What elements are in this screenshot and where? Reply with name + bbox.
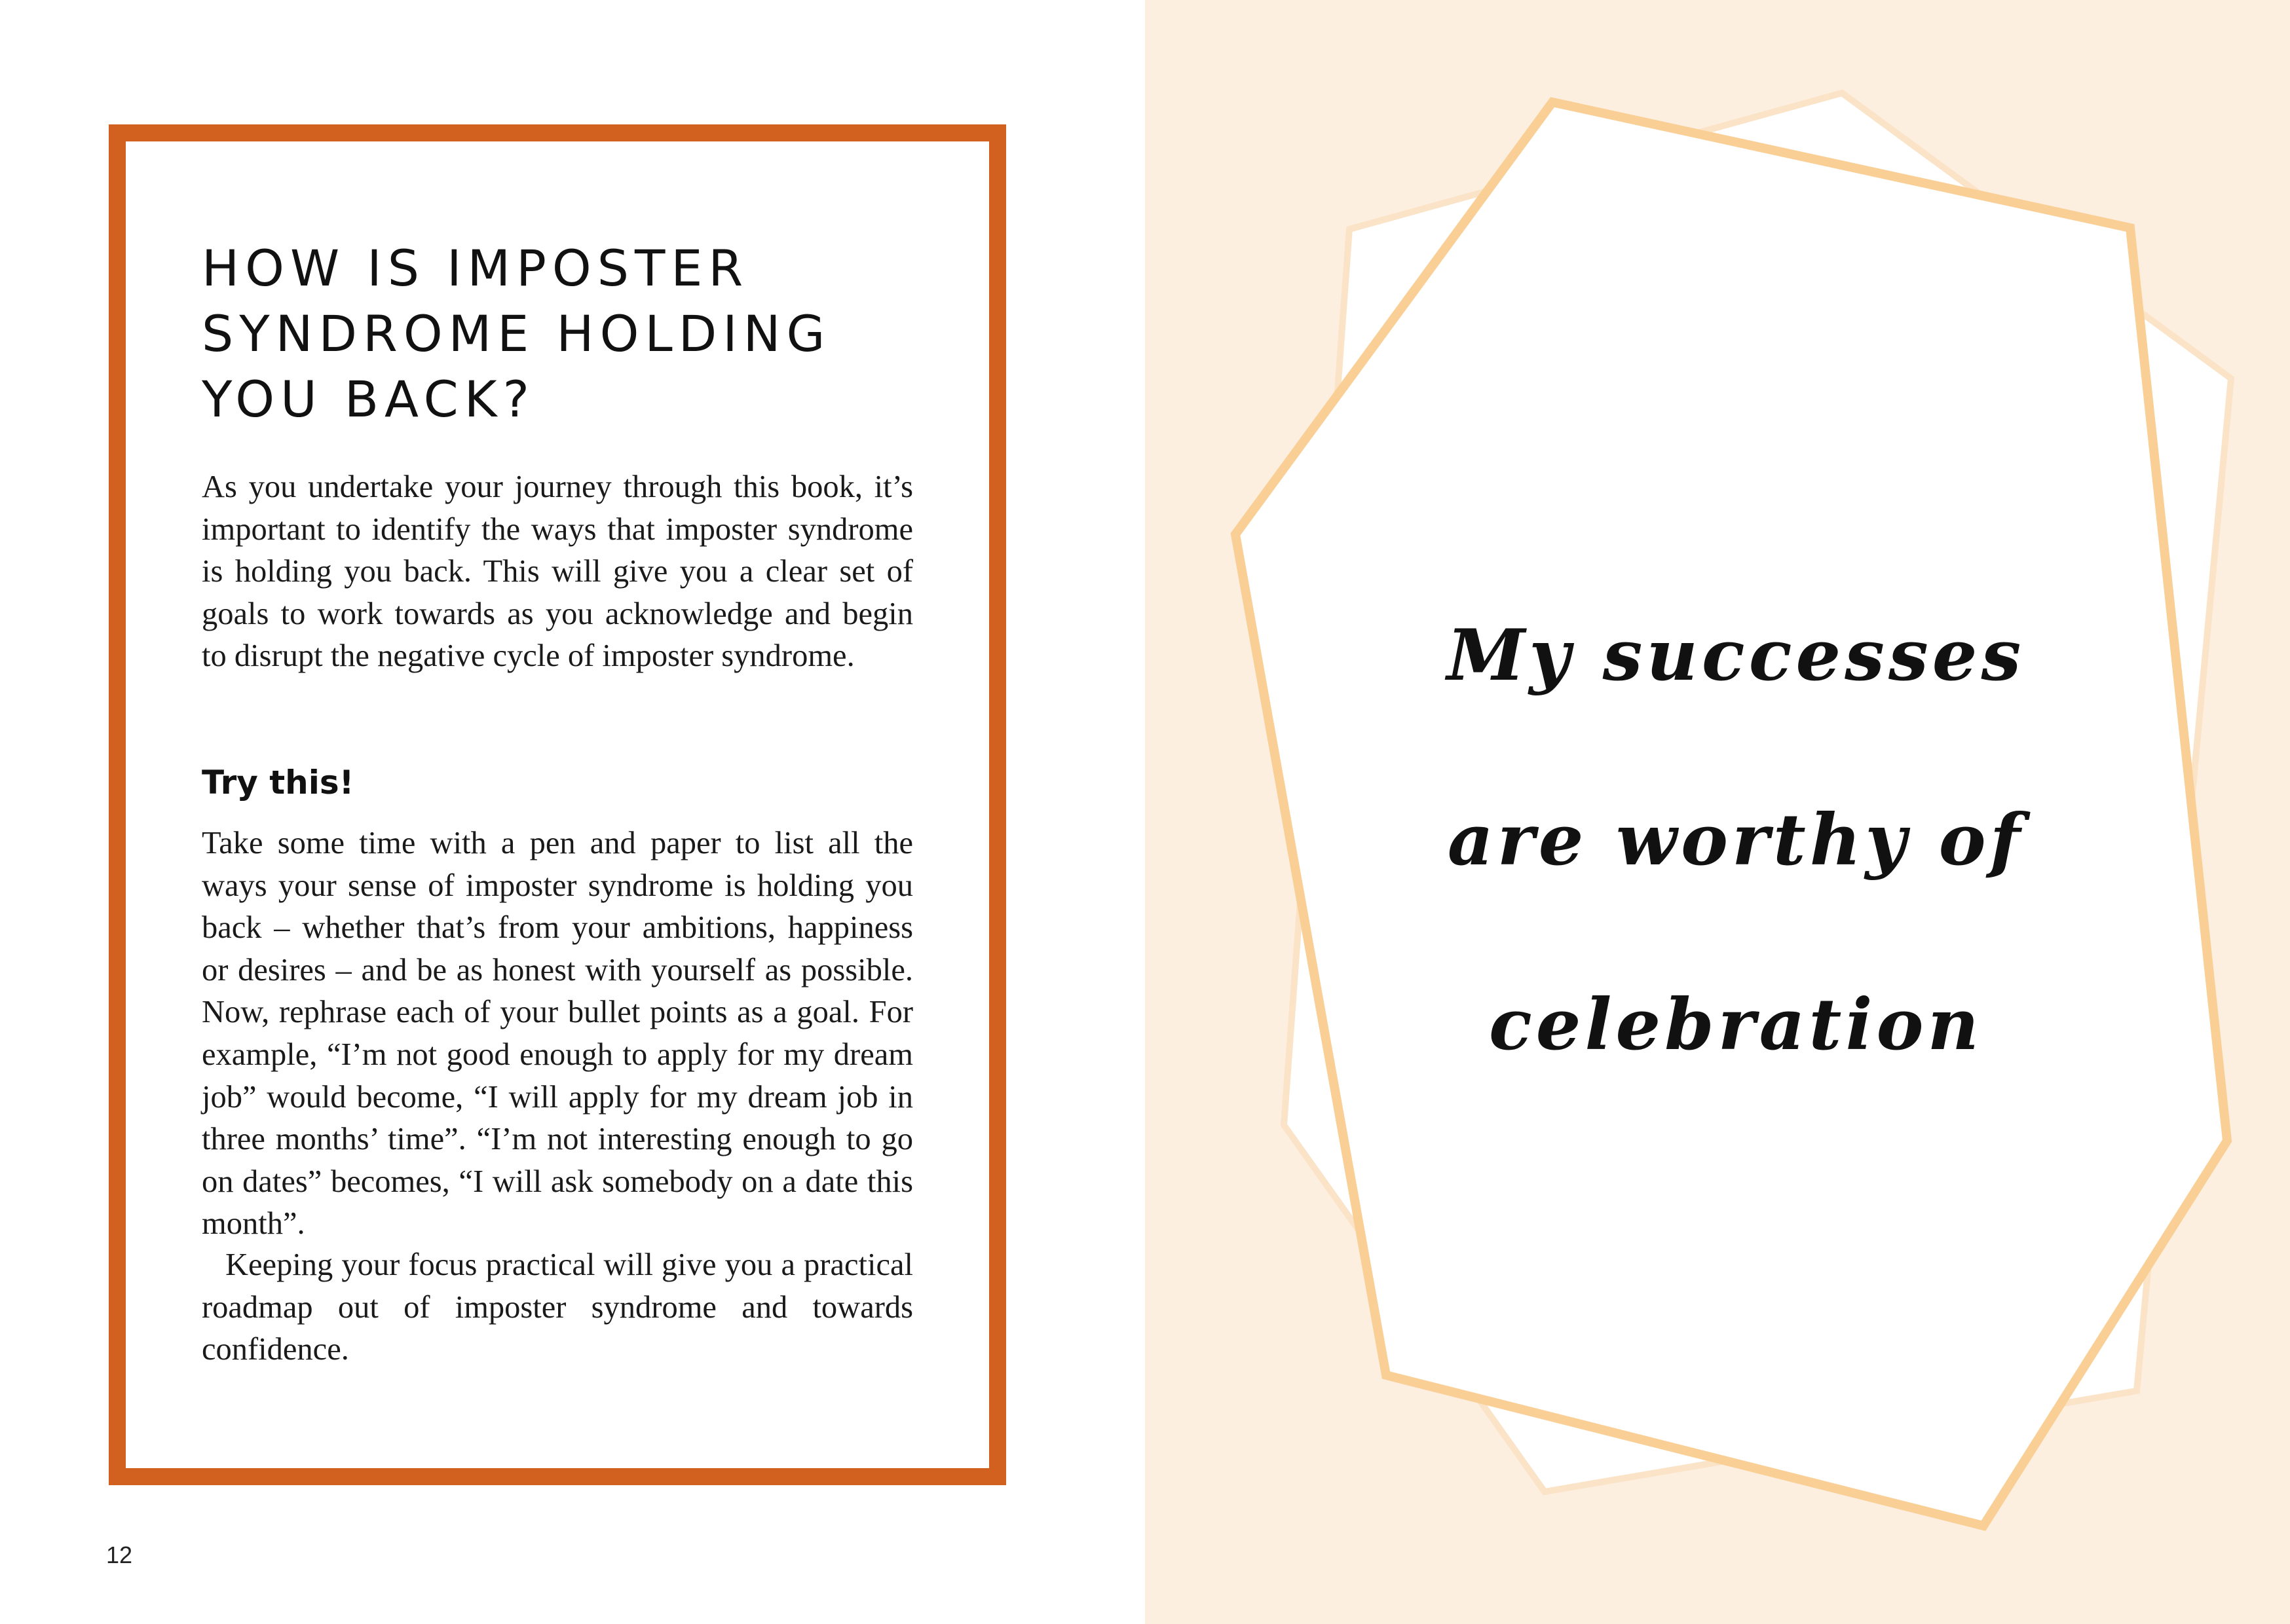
affirmation-quote [1402, 563, 2070, 1117]
heading-line-1: HOW IS IMPOSTER [202, 239, 749, 297]
heading-line-2: SYNDROME HOLDING [202, 304, 831, 363]
quote-line-3: celebration [1488, 984, 1983, 1066]
quote-line-1: My successes [1446, 614, 2025, 697]
closing-paragraph: Keeping your focus practical will give you a practical roadmap out of imposter syndrome and towards confidence. [202, 1247, 913, 1367]
intro-paragraph: As you undertake your journey through this book, it’s important to identify the ways that imposter syndrome is holding you back. This will give you a clear set of goals to work towards as you acknowledge and begin to disrupt the negative cycle of imposter syndrome. [202, 470, 913, 674]
heading-line-3: YOU BACK? [202, 370, 535, 428]
quote-line-2: are worthy of [1447, 799, 2025, 881]
try-this-heading: Try this! [202, 764, 354, 802]
exercise-paragraph: Take some time with a pen and paper to list all the ways your sense of imposter syndrome is holding you back – whether that’s from your ambitions, happiness or desires – and be as honest with yourself as possible. Now, rephrase each of your bullet points as a goal. For example, “I’m not good enough to apply for my dream job” would become, “I will apply for my dream job in three months’ time”. “I’m not interesting enough to go on dates” becomes, “I will ask somebody on a date this month”. [202, 826, 913, 1242]
page-number: 12 [106, 1541, 133, 1568]
